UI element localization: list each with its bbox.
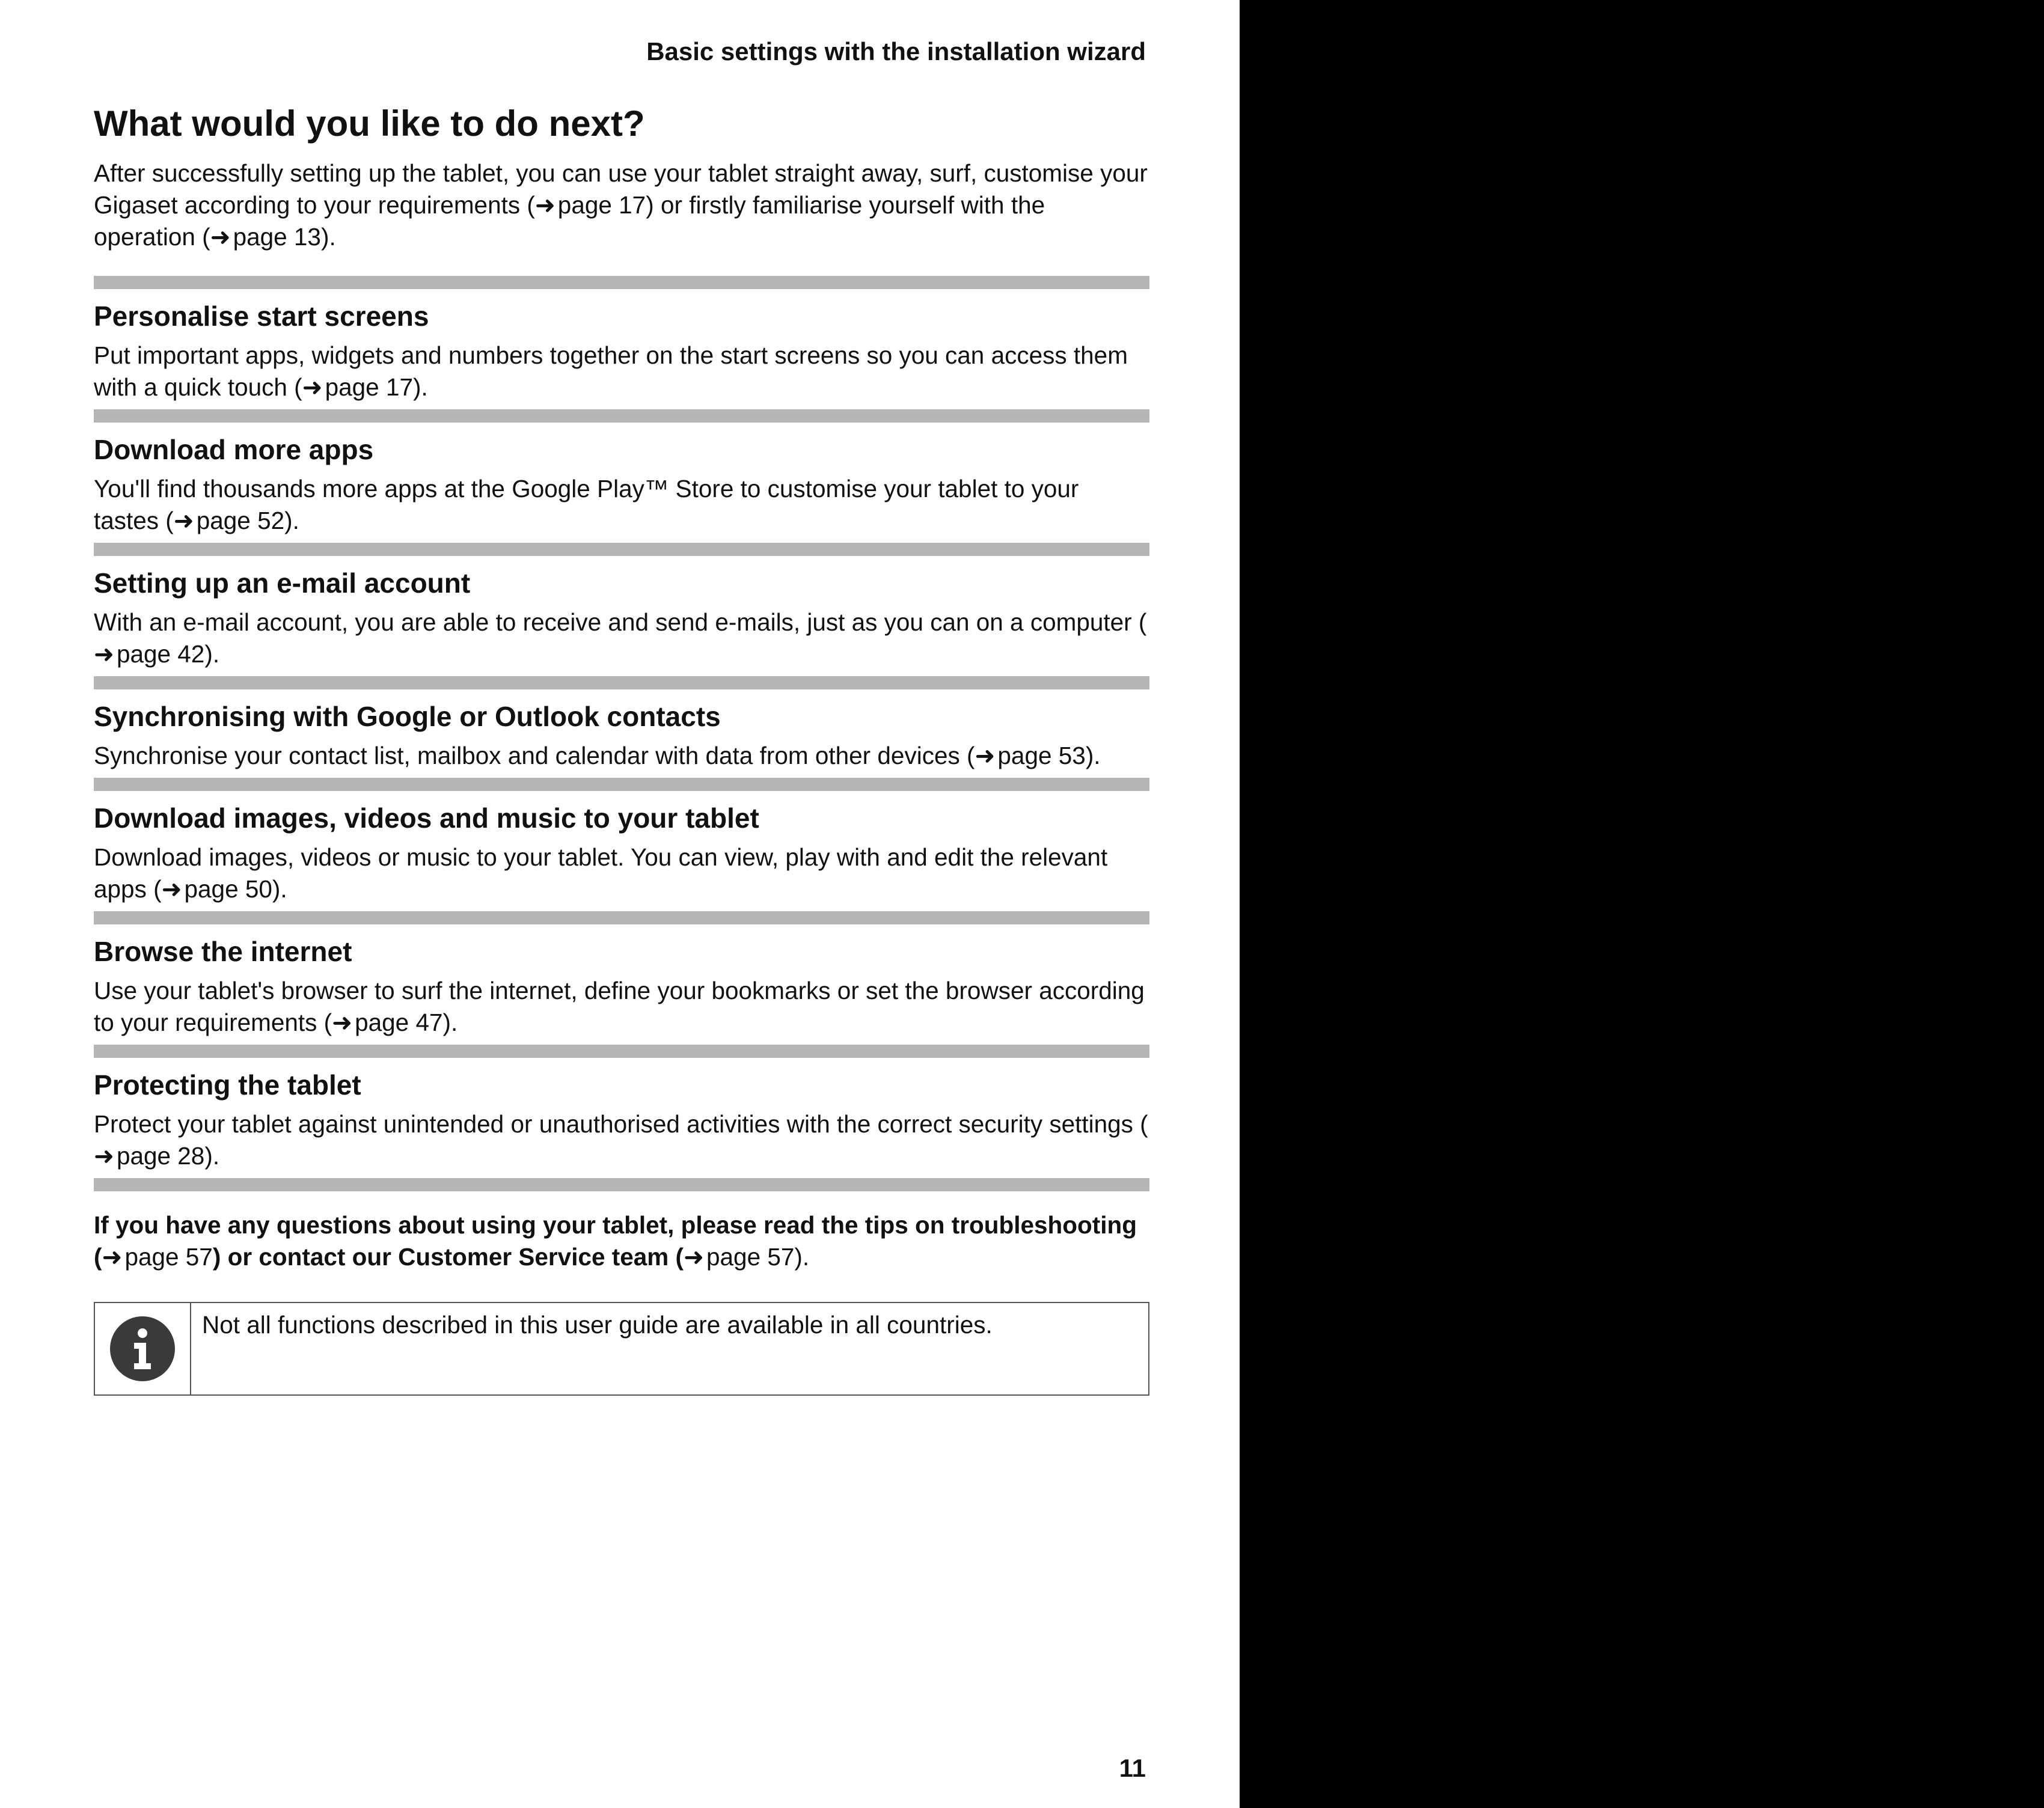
running-header: Basic settings with the installation wizard (646, 37, 1146, 66)
section-text (94, 1108, 1149, 1172)
section-body-end: ). (284, 507, 299, 534)
info-note-icon-cell (95, 1303, 191, 1394)
intro-text: After successfully setting up the tablet, you can use your tablet straight away, surf, customise your Gigaset according to your requirements ( (94, 159, 1148, 219)
section-heading: Setting up an e-mail account (94, 567, 471, 599)
section-divider (94, 911, 1149, 924)
section-text (94, 975, 1149, 1039)
closing-text: ). (794, 1243, 810, 1271)
section-text (94, 740, 1149, 772)
section-divider (94, 1178, 1149, 1191)
section-text (94, 606, 1149, 670)
section-divider (94, 1045, 1149, 1058)
black-side-strip (1240, 0, 2044, 1808)
arrow-right-icon: ➜ (332, 1009, 353, 1036)
info-note (94, 1302, 1149, 1396)
page-reference[interactable]: page 13 (233, 223, 321, 251)
page-reference[interactable]: page 17 (325, 373, 414, 401)
page-reference[interactable]: page 42 (116, 640, 205, 668)
arrow-right-icon: ➜ (94, 1142, 114, 1170)
section-heading: Download images, videos and music to your tablet (94, 802, 759, 834)
section-heading: Synchronising with Google or Outlook contacts (94, 701, 721, 732)
closing-paragraph (94, 1209, 1149, 1273)
section-body: Protect your tablet against unintended or unauthorised activities with the correct security settings ( (94, 1110, 1148, 1138)
page-content (94, 100, 1149, 1396)
page-reference[interactable]: page 17 (557, 191, 646, 219)
section-text (94, 473, 1149, 537)
section-body: Use your tablet's browser to surf the internet, define your bookmarks or set the browser according to your requirements ( (94, 977, 1145, 1036)
section-body: Put important apps, widgets and numbers together on the start screens so you can access them with a quick touch ( (94, 341, 1128, 401)
section-body-end: ). (1085, 742, 1101, 769)
section-divider (94, 276, 1149, 289)
section-heading: Download more apps (94, 434, 374, 465)
section-download-more-apps (94, 423, 1149, 543)
page-reference[interactable]: page 57 (124, 1243, 213, 1271)
arrow-right-icon: ➜ (684, 1243, 704, 1271)
section-divider (94, 676, 1149, 689)
section-download-media (94, 791, 1149, 911)
section-personalise-start-screens (94, 289, 1149, 409)
info-icon (109, 1315, 176, 1382)
arrow-right-icon: ➜ (161, 875, 182, 903)
section-body: Synchronise your contact list, mailbox and calendar with data from other devices ( (94, 742, 975, 769)
page-number: 11 (1119, 1754, 1146, 1782)
section-body-end: ). (442, 1009, 458, 1036)
closing-text: If you have any questions about using your tablet, please read the tips on troubleshooting ( (94, 1211, 1137, 1271)
section-heading: Protecting the tablet (94, 1069, 361, 1101)
intro-text: ) or firstly familiarise yourself with the operation ( (94, 191, 1045, 251)
info-note-text: Not all functions described in this user guide are available in all countries. (202, 1311, 993, 1339)
arrow-right-icon: ➜ (173, 507, 194, 534)
section-text (94, 340, 1149, 403)
page-title: What would you like to do next? (94, 103, 645, 144)
section-body: With an e-mail account, you are able to receive and send e-mails, just as you can on a computer ( (94, 608, 1147, 636)
arrow-right-icon: ➜ (302, 373, 323, 401)
page-reference[interactable]: page 50 (184, 875, 272, 903)
section-body: Download images, videos or music to your tablet. You can view, play with and edit the relevant apps ( (94, 843, 1108, 903)
section-body-end: ). (204, 640, 220, 668)
arrow-right-icon: ➜ (534, 191, 555, 219)
intro-paragraph (94, 157, 1149, 253)
arrow-right-icon: ➜ (975, 742, 996, 769)
section-divider (94, 409, 1149, 423)
section-heading: Browse the internet (94, 936, 352, 967)
closing-text: ) or contact our Customer Service team ( (212, 1243, 684, 1271)
section-divider (94, 543, 1149, 556)
intro-text: ). (320, 223, 336, 251)
section-body-end: ). (413, 373, 428, 401)
section-divider (94, 778, 1149, 791)
section-heading: Personalise start screens (94, 301, 429, 332)
section-browse-internet (94, 924, 1149, 1045)
arrow-right-icon: ➜ (210, 223, 231, 251)
section-body-end: ). (272, 875, 287, 903)
section-body: You'll find thousands more apps at the Google Play™ Store to customise your tablet to your tastes ( (94, 475, 1079, 534)
section-protecting-tablet (94, 1058, 1149, 1178)
section-text (94, 841, 1149, 905)
page-reference[interactable]: page 57 (706, 1243, 795, 1271)
arrow-right-icon: ➜ (102, 1243, 123, 1271)
page-reference[interactable]: page 52 (196, 507, 285, 534)
page-reference[interactable]: page 47 (355, 1009, 443, 1036)
section-synchronising-contacts (94, 689, 1149, 778)
page-reference[interactable]: page 53 (997, 742, 1086, 769)
page-reference[interactable]: page 28 (116, 1142, 205, 1170)
section-body-end: ). (204, 1142, 220, 1170)
section-email-account (94, 556, 1149, 676)
arrow-right-icon: ➜ (94, 640, 114, 668)
